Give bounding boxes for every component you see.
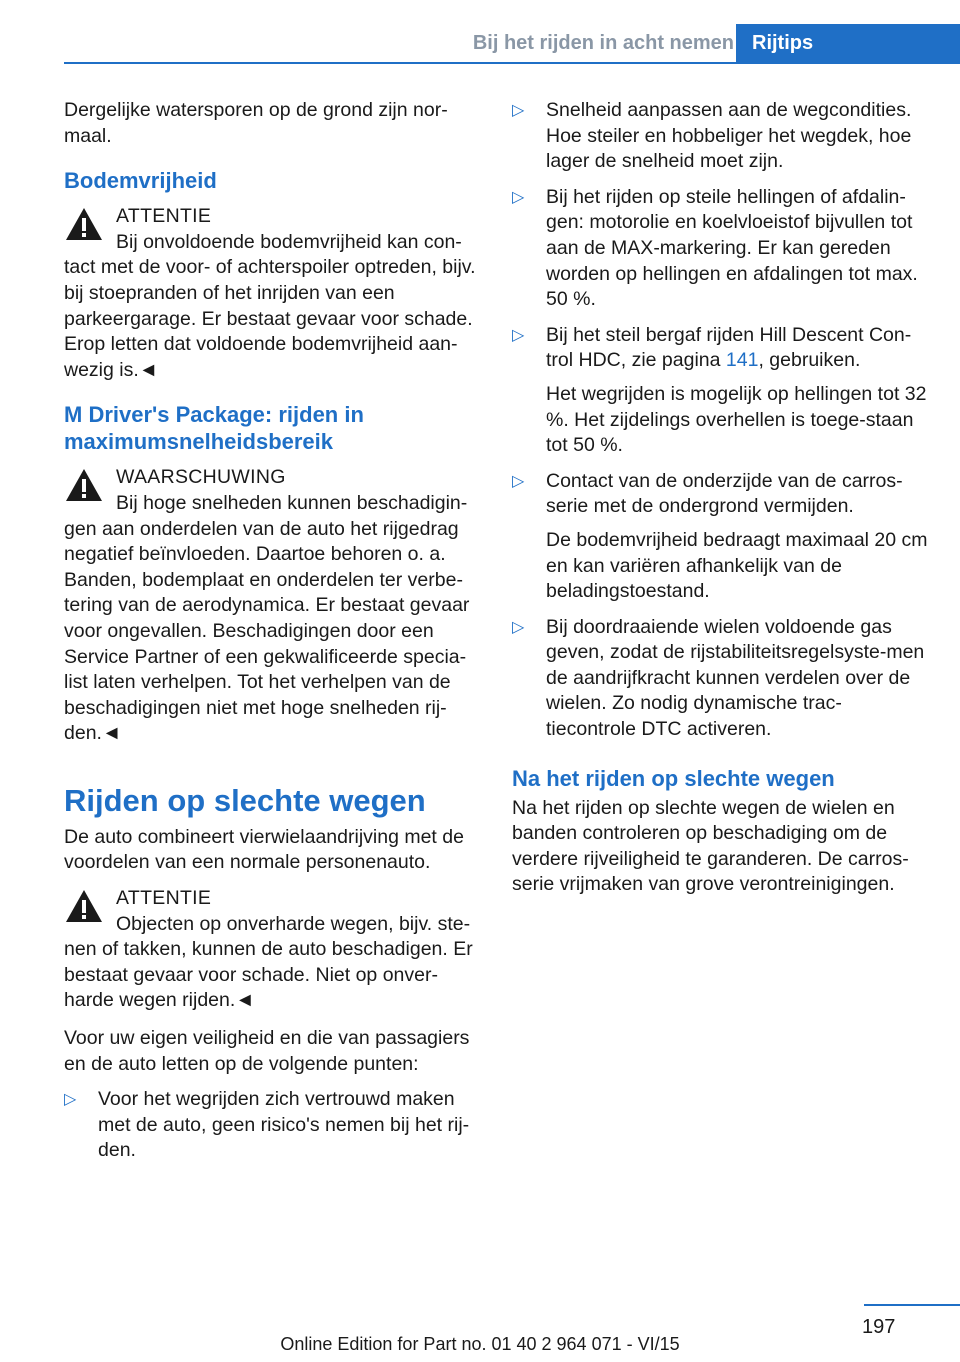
bullet-list-left: [64, 1087, 480, 1164]
list-item: [512, 469, 928, 605]
heading-m-driver: M Driver's Package: rijden in maximumsnelheidsbereik: [64, 402, 364, 455]
edition-footer: Online Edition for Part no. 01 40 2 964 071 - VI/15: [280, 1334, 680, 1354]
warning-text: tact met de voor- of achterspoiler optreden, bijv. bij stoepranden of het inrijden van een parkeergarage. Er bestaat gevaar voor schade. Erop letten dat voldoende bodemvrijheid aan-wezig is.◄: [64, 256, 476, 381]
warning-text-first-line: Objecten op onverharde wegen, bijv. ste-: [116, 912, 471, 935]
warning-text: gen aan onderdelen van de auto het rijgedrag negatief beïnvloeden. Daartoe behoren o. a. Banden, bodemplaat en onderdelen ter verbe-tering van de aerodynamica. Er bestaat gevaar voor ongevallen. Beschadigingen door een Service Partner of een gekwalificeerde specia-list laten verhelpen. Tot het verhelpen van de beschadigingen niet met hoge snelheden rij-den.◄: [64, 517, 470, 745]
warning-text: nen of takken, kunnen de auto beschadigen. Er bestaat gevaar voor schade. Niet op onver-harde wegen rijden.◄: [64, 938, 473, 1012]
list-item-text: Voor het wegrijden zich vertrouwd maken met de auto, geen risico's nemen bij het rij-den.: [98, 1088, 470, 1162]
list-item: [512, 185, 928, 313]
warning-block-2: [64, 465, 480, 747]
paragraph-safety: Voor uw eigen veiligheid en die van passagiers en de auto letten op de volgende punten:: [64, 1027, 470, 1075]
warning-block-1: [64, 204, 480, 383]
list-item-text: Contact van de onderzijde van de carros-serie met de ondergrond vermijden.: [546, 469, 903, 518]
warning-label: ATTENTIE: [116, 887, 212, 910]
list-item-text: Bij doordraaiende wielen voldoende gas geven, zodat de rijstabiliteitsregelsyste-men de aandrijfkracht kunnen verdelen over de wielen. Zo nodig dynamische trac-tiecontrole DTC activeren.: [546, 615, 925, 741]
right-column: [512, 98, 928, 908]
page-number: 197: [862, 1316, 896, 1338]
warning-text-first-line: Bij hoge snelheden kunnen beschadigin-: [116, 491, 468, 514]
triangle-bullet-icon: ▷: [512, 188, 525, 206]
triangle-bullet-icon: ▷: [512, 618, 525, 636]
page-header: [64, 24, 960, 64]
warning-label: ATTENTIE: [116, 205, 212, 228]
heading-na-het-rijden: Na het rijden op slechte wegen: [512, 765, 835, 791]
warning-triangle-icon: [64, 206, 104, 242]
list-item-text: Snelheid aanpassen aan de wegcondities. Hoe steiler en hobbeliger het wegdek, hoe lager de snelheid moet zijn.: [546, 99, 912, 173]
list-item: [512, 98, 928, 175]
heading-rijden-slechte-wegen: Rijden op slechte wegen: [64, 782, 426, 818]
warning-triangle-icon: [64, 467, 104, 503]
list-item: [512, 323, 928, 459]
footer-rule: [864, 1304, 960, 1306]
header-chapter-tab: Rijtips: [736, 24, 960, 62]
warning-text-first-line: Bij onvoldoende bodemvrijheid kan con-: [116, 230, 462, 253]
list-item-subparagraph: De bodemvrijheid bedraagt maximaal 20 cm en kan variëren afhankelijk van de beladingstoestand.: [546, 528, 928, 603]
bullet-list-right: [512, 98, 928, 743]
list-item: [64, 1087, 480, 1164]
list-item: [512, 615, 928, 743]
header-section-title: Bij het rijden in acht nemen: [472, 32, 734, 54]
list-item-text-part: Bij het steil bergaf rijden Hill Descent Con-trol HDC, zie pagina: [546, 323, 912, 372]
page-link-141[interactable]: 141: [725, 349, 759, 372]
list-item-subparagraph: Het wegrijden is mogelijk op hellingen tot 32 %. Het zijdelings overhellen is toege-staan tot 50 %.: [546, 382, 927, 457]
heading-bodemvrijheid: Bodemvrijheid: [64, 168, 217, 194]
paragraph-vierwielaandrijving: De auto combineert vierwielaandrijving met de voordelen van een normale personenauto.: [64, 825, 464, 874]
intro-paragraph: Dergelijke watersporen op de grond zijn nor-maal.: [64, 99, 448, 147]
warning-label: WAARSCHUWING: [116, 466, 286, 489]
warning-block-3: [64, 886, 480, 1014]
triangle-bullet-icon: ▷: [512, 326, 525, 344]
warning-triangle-icon: [64, 888, 104, 924]
list-item-text: [546, 324, 911, 372]
triangle-bullet-icon: ▷: [512, 472, 525, 490]
triangle-bullet-icon: ▷: [64, 1091, 77, 1109]
left-column: [64, 98, 480, 1174]
list-item-text: Bij het rijden op steile hellingen of afdalin-gen: motorolie en koelvloeistof bijvullen tot aan de MAX-markering. Er kan gereden worden op hellingen en afdalingen tot max. 50 %.: [546, 185, 918, 311]
paragraph-na-het-rijden: Na het rijden op slechte wegen de wielen en banden controleren op beschadiging om de verdere rijveiligheid te garanderen. De carros-serie vrijmaken van grove verontreinigingen.: [512, 796, 909, 896]
triangle-bullet-icon: ▷: [512, 102, 525, 119]
list-item-text-part: , gebruiken.: [758, 349, 861, 372]
